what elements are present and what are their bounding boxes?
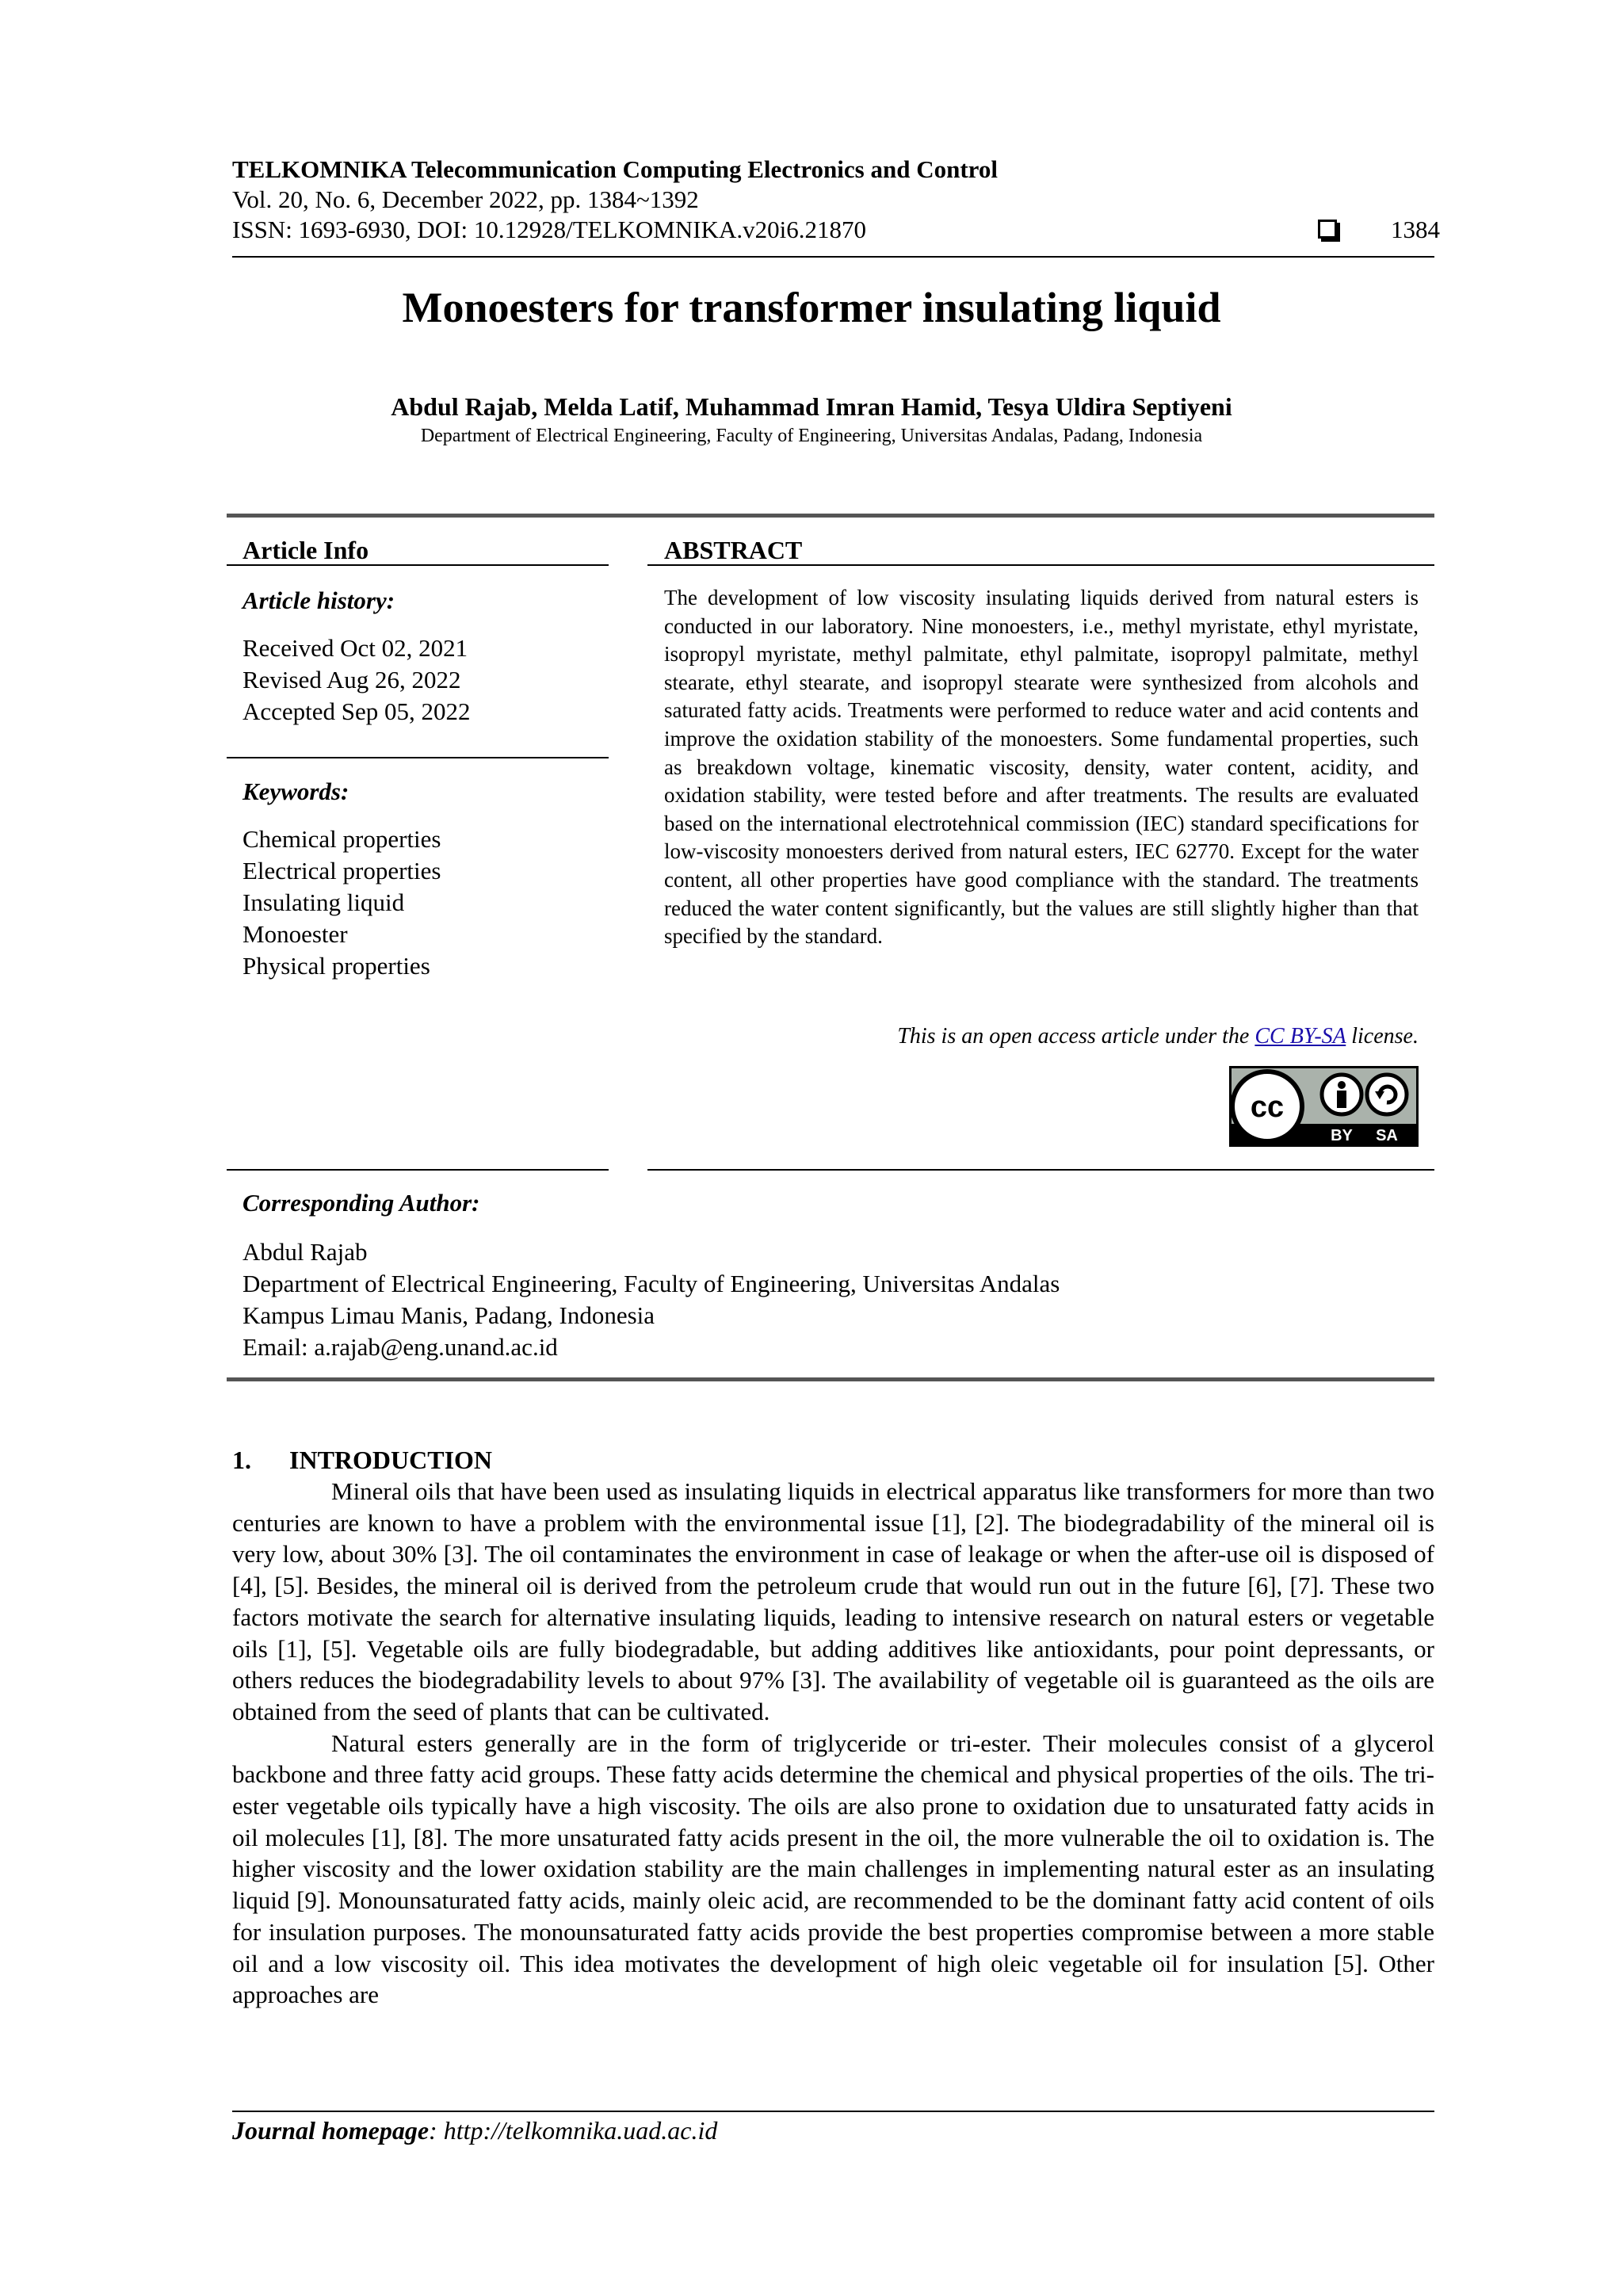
author-address: Kampus Limau Manis, Padang, Indonesia — [242, 1301, 655, 1329]
info-box-top-rule — [227, 514, 1434, 518]
cc-icon — [1232, 1072, 1302, 1141]
keyword: Monoester — [242, 920, 348, 948]
cc-label: cc — [1250, 1091, 1285, 1124]
authors: Abdul Rajab, Melda Latif, Muhammad Imran Hamid, Tesya Uldira Septiyeni — [391, 392, 1232, 421]
keywords-label: Keywords: — [242, 777, 349, 805]
footer-rule — [232, 2111, 1434, 2112]
sa-label: SA — [1376, 1127, 1398, 1144]
info-box-bottom-rule — [227, 1377, 1434, 1381]
revised-date: Revised Aug 26, 2022 — [242, 666, 461, 693]
received-date: Received Oct 02, 2021 — [242, 634, 468, 662]
keyword: Electrical properties — [242, 857, 441, 884]
journal-name: TELKOMNIKA Telecommunication Computing Electronics and Control — [232, 155, 998, 183]
info-column-bottom-rule — [227, 1169, 609, 1171]
issn-doi: ISSN: 1693-6930, DOI: 10.12928/TELKOMNIKA.v20i6.21870 — [232, 216, 866, 243]
section-title: INTRODUCTION — [289, 1446, 493, 1474]
abstract-heading: ABSTRACT — [664, 536, 803, 564]
paper-title: Monoesters for transformer insulating liquid — [402, 284, 1221, 331]
abstract-text: The development of low viscosity insulating liquids derived from natural esters is conducted in our laboratory. Nine monoesters, i.e., methyl myristate, ethyl myristate, isopropyl myristate, methyl palmitate, ethyl palmitate, isopropyl palmitate, methyl stearate, ethyl stearate, and isopropyl stearate were synthesized from alcohols and saturated fatty acids. Treatments were performed to reduce water and acid contents and improve the oxidation stability of the monoesters. Some fundamental properties, such as breakdown voltage, kinematic viscosity, density, water content, acidity, and oxidation stability, were tested before and after treatments. The results are evaluated based on the international electrotehnical commission (IEC) standard specifications for low-viscosity monoesters derived from natural esters, IEC 62770. Except for the water content, all other properties have good compliance with the standard. The treatments reduced the water content significantly, but the values are still slightly higher than that specified by the standard. — [664, 586, 1419, 949]
keywords-list — [242, 823, 441, 982]
by-label: BY — [1331, 1127, 1353, 1144]
introduction-body — [232, 1476, 1434, 2011]
license-statement — [664, 1024, 1419, 1049]
article-info-rule — [227, 564, 609, 566]
paragraph: Natural esters generally are in the form of triglyceride or tri-ester. Their molecules consist of a glycerol backbone and three fatty acid groups. These fatty acids determine the chemical and physical properties of the oils. The tri-ester vegetable oils typically have a high viscosity. The oils are also prone to oxidation due to unsaturated fatty acids in oil molecules [1], [8]. The more unsaturated fatty acids present in the oil, the more vulnerable the oil to oxidation is. The higher viscosity and the lower oxidation stability are the main challenges in implementing natural ester as an insulating liquid [9]. Monounsaturated fatty acids, mainly oleic acid, are recommended to be the dominant fatty acid content of oils for insulation purposes. The monounsaturated fatty acids provide the best properties compromise between a more stable oil and a low viscosity oil. This idea motivates the development of high oleic vegetable oil for insulation [5]. Other approaches are — [232, 1729, 1434, 2009]
corresponding-author-block — [242, 1236, 1060, 1363]
keyword: Insulating liquid — [242, 888, 405, 916]
article-history — [242, 632, 471, 728]
abstract-rule — [647, 564, 1434, 566]
volume-info: Vol. 20, No. 6, December 2022, pp. 1384~1392 — [232, 185, 699, 213]
page-number: 1384 — [1391, 216, 1440, 243]
author-name: Abdul Rajab — [242, 1238, 368, 1266]
author-email: Email: a.rajab@eng.unand.ac.id — [242, 1333, 558, 1361]
introduction-heading — [232, 1446, 492, 1475]
cc-by-sa-badge — [1229, 1066, 1419, 1147]
corresponding-author-label: Corresponding Author: — [242, 1189, 480, 1217]
keyword: Chemical properties — [242, 825, 441, 853]
article-history-label: Article history: — [242, 586, 395, 614]
section-number: 1. — [232, 1446, 251, 1474]
author-department: Department of Electrical Engineering, Faculty of Engineering, Universitas Andalas — [242, 1270, 1060, 1297]
attribution-icon — [1322, 1075, 1361, 1114]
affiliation: Department of Electrical Engineering, Faculty of Engineering, Universitas Andalas, Padang, Indonesia — [420, 426, 1203, 446]
footer-label: Journal homepage — [232, 2116, 430, 2145]
license-link[interactable]: CC BY-SA — [1254, 1024, 1346, 1049]
journal-url[interactable]: : http://telkomnika.uad.ac.id — [429, 2116, 718, 2145]
abstract-column-bottom-rule — [647, 1169, 1434, 1171]
article-info-heading: Article Info — [242, 536, 369, 564]
keywords-rule — [227, 757, 609, 758]
license-suffix: license. — [1346, 1024, 1419, 1049]
paragraph: Mineral oils that have been used as insulating liquids in electrical apparatus like transformers for more than two centuries are known to have a problem with the environmental issue [1], [2]. The biodegradability of the mineral oil is very low, about 30% [3]. The oil contaminates the environment in case of leakage or when the after-use oil is disposed of [4], [5]. Besides, the mineral oil is derived from the petroleum crude that would run out in the future [6], [7]. These two factors motivate the search for alternative insulating liquids, leading to intensive research on natural esters or vegetable oils [1], [5]. Vegetable oils are fully biodegradable, but adding additives like antioxidants, pour point depressants, or others reduces the biodegradability levels to about 97% [3]. The availability of vegetable oil is guaranteed as the oils are obtained from the seed of plants that can be cultivated. — [232, 1477, 1434, 1725]
share-alike-icon — [1367, 1075, 1407, 1114]
footer — [232, 2116, 717, 2145]
license-prefix: This is an open access article under the — [897, 1024, 1255, 1049]
accepted-date: Accepted Sep 05, 2022 — [242, 697, 471, 725]
box-icon — [1318, 220, 1337, 239]
header-rule — [232, 256, 1434, 258]
keyword: Physical properties — [242, 952, 430, 980]
